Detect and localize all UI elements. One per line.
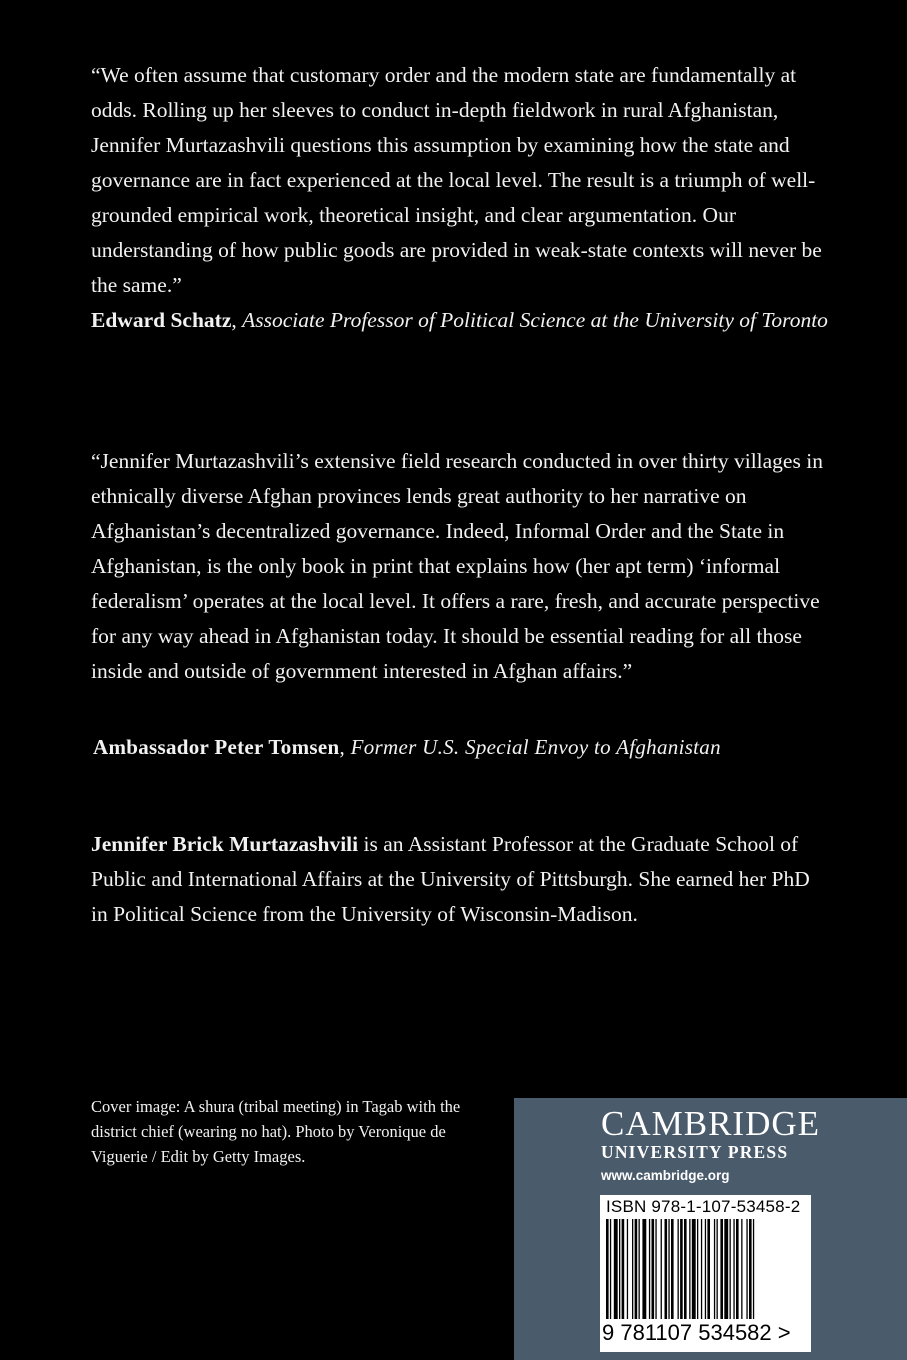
cover-image-credit: Cover image: A shura (tribal meeting) in Tagab with the district chief (wearing no hat). Photo by Veronique de Viguerie / Edit by Getty Images.: [91, 1097, 461, 1166]
barcode-bar: [680, 1219, 683, 1319]
barcode-bar: [661, 1219, 662, 1319]
quote-separator: ,: [231, 308, 243, 332]
barcode-bar: [692, 1219, 696, 1319]
barcode-bar: [642, 1219, 646, 1319]
barcode-bar: [639, 1219, 640, 1319]
bio-name: Jennifer Brick Murtazashvili: [91, 832, 359, 856]
barcode-bar: [619, 1219, 620, 1319]
barcode-bar: [746, 1219, 747, 1319]
barcode-bar: [649, 1219, 650, 1319]
quote-separator: ,: [339, 735, 351, 759]
quote-block-1: [91, 58, 831, 338]
barcode-bar: [753, 1219, 754, 1319]
barcode-bar: [720, 1219, 723, 1319]
barcode-bar: [741, 1219, 742, 1319]
barcode-bar: [655, 1219, 656, 1319]
barcode-bar: [684, 1219, 687, 1319]
author-bio: [91, 827, 831, 932]
isbn-barcode: [600, 1195, 811, 1352]
barcode-bar: [678, 1219, 679, 1319]
barcode-bars: [602, 1219, 802, 1319]
barcode-bar: [610, 1219, 611, 1319]
barcode-bar: [730, 1219, 731, 1319]
barcode-digits: 9 781107 534582 >: [602, 1320, 791, 1345]
barcode-bar: [701, 1219, 702, 1319]
quote-block-2: [91, 444, 831, 689]
quote-text: “We often assume that customary order and the modern state are fundamentally at odds. Rolling up her sleeves to conduct in-depth fieldwork in rural Afghanistan, Jennifer Murtazashvili questions this assumption by examining how the state and governance are in fact experienced at the local level. The result is a triumph of well-grounded empirical work, theoretical insight, and clear argumentation. Our understanding of how public goods are provided in weak-state contexts will never be the same.”: [91, 63, 822, 297]
quote-attribution-2: [93, 731, 833, 763]
isbn-label: ISBN 978-1-107-53458-2: [606, 1197, 801, 1216]
barcode-bar: [749, 1219, 752, 1319]
barcode-bar: [622, 1219, 625, 1319]
barcode-bar: [632, 1219, 633, 1319]
publisher-subtitle: UNIVERSITY PRESS: [601, 1142, 789, 1162]
barcode-bar: [614, 1219, 618, 1319]
publisher-panel: [514, 1098, 907, 1360]
barcode-bar: [697, 1219, 698, 1319]
barcode-bar: [665, 1219, 668, 1319]
publisher-name: CAMBRIDGE: [601, 1104, 821, 1143]
barcode-bar: [717, 1219, 718, 1319]
barcode-bar: [606, 1219, 609, 1319]
barcode-bar: [736, 1219, 739, 1319]
quote-text: “Jennifer Murtazashvili’s extensive field research conducted in over thirty villages in ethnically diverse Afghan provinces lends great authority to her narrative on Afghanistan’s decentralized governance. Indeed, Informal Order and the State in Afghanistan, is the only book in print that explains how (her apt term) ‘informal federalism’ operates at the local level. It offers a rare, fresh, and accurate perspective for any way ahead in Afghanistan today. It should be essential reading for all those inside and outside of government interested in Afghan affairs.”: [91, 449, 823, 683]
barcode-bar: [668, 1219, 669, 1319]
barcode-bar: [652, 1219, 655, 1319]
barcode-bar: [635, 1219, 638, 1319]
quote-author-title: Associate Professor of Political Science at the University of Toronto: [242, 308, 828, 332]
barcode-bar: [733, 1219, 734, 1319]
barcode-bar: [689, 1219, 690, 1319]
quote-author-title: Former U.S. Special Envoy to Afghanistan: [350, 735, 721, 759]
quote-author: Edward Schatz: [91, 308, 232, 332]
bio-text: is an Assistant Professor at the Graduate School of Public and International Affairs at the University of Pittsburgh. She earned her PhD in Political Science from the University of Wisconsin-Madison.: [91, 832, 810, 926]
publisher-url: www.cambridge.org: [601, 1168, 730, 1183]
barcode-bar: [705, 1219, 706, 1319]
quote-author: Ambassador Peter Tomsen: [93, 735, 340, 759]
barcode-bar: [627, 1219, 628, 1319]
barcode-bar: [724, 1219, 728, 1319]
barcode-bar: [714, 1219, 715, 1319]
barcode-bar: [671, 1219, 674, 1319]
barcode-bar: [707, 1219, 710, 1319]
